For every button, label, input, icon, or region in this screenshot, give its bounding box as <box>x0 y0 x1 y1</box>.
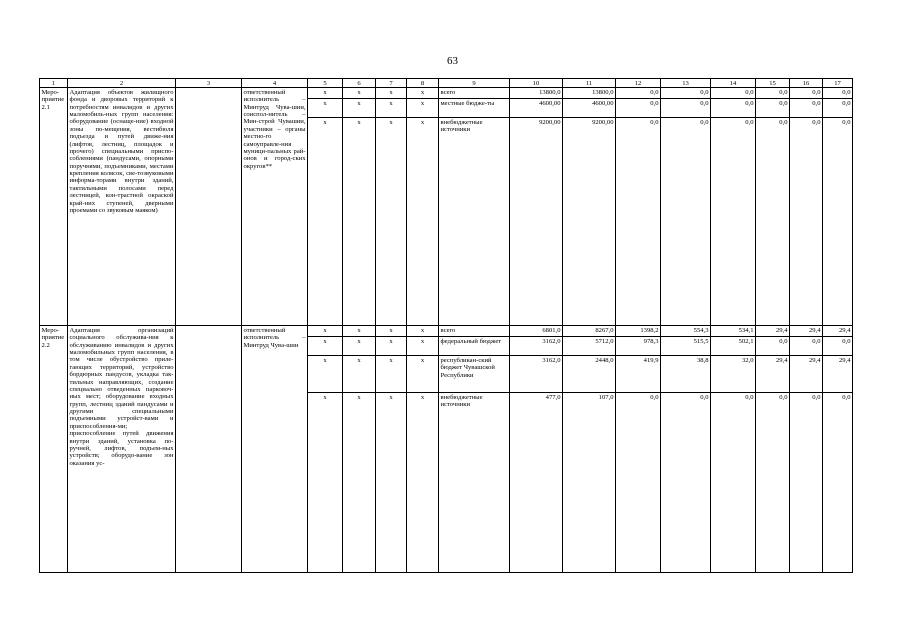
cell: 0,0 <box>661 393 711 573</box>
cell: x <box>343 326 376 337</box>
col-header: 5 <box>308 79 343 88</box>
cell: 0,0 <box>790 337 823 356</box>
cell: x <box>343 118 376 326</box>
col-header: 13 <box>661 79 711 88</box>
cell: 0,0 <box>661 99 711 118</box>
cell: 0,0 <box>756 337 790 356</box>
cell: 0,0 <box>756 118 790 326</box>
cell: x <box>308 393 343 573</box>
col-header: 2 <box>68 79 176 88</box>
col-header: 8 <box>407 79 439 88</box>
cell: x <box>407 337 439 356</box>
cell: 3162,0 <box>510 356 563 393</box>
cell: 4600,00 <box>510 99 563 118</box>
cell: x <box>343 356 376 393</box>
cell: 0,0 <box>711 99 756 118</box>
cell: x <box>376 326 407 337</box>
col-header: 10 <box>510 79 563 88</box>
cell: x <box>376 118 407 326</box>
cell: 0,0 <box>790 393 823 573</box>
cell: 32,0 <box>711 356 756 393</box>
cell: 13800,0 <box>563 88 616 99</box>
cell: 0,0 <box>661 88 711 99</box>
cell: x <box>407 99 439 118</box>
cell: 419,9 <box>616 356 661 393</box>
cell: 13800,0 <box>510 88 563 99</box>
cell: x <box>407 326 439 337</box>
funding-source: всего <box>439 326 510 337</box>
page-number: 63 <box>447 55 458 67</box>
activity-col3 <box>176 88 242 326</box>
cell: 515,5 <box>661 337 711 356</box>
col-header: 12 <box>616 79 661 88</box>
activity-col3 <box>176 326 242 573</box>
col-header: 1 <box>40 79 68 88</box>
column-number-header <box>40 79 853 88</box>
cell: x <box>376 337 407 356</box>
cell: x <box>343 88 376 99</box>
activity-id: Меро- приятие 2.2 <box>40 326 68 573</box>
cell: 29,4 <box>756 356 790 393</box>
col-header: 11 <box>563 79 616 88</box>
cell: 0,0 <box>756 88 790 99</box>
cell: 0,0 <box>616 393 661 573</box>
funding-source: внебюджетные источники <box>439 118 510 326</box>
cell: 9200,00 <box>563 118 616 326</box>
cell: 0,0 <box>823 88 853 99</box>
cell: 3162,0 <box>510 337 563 356</box>
cell: x <box>308 118 343 326</box>
funding-source: местные бюдже-ты <box>439 99 510 118</box>
cell: x <box>376 88 407 99</box>
activity-description-cell <box>68 326 176 573</box>
activity-description-cell <box>68 88 176 326</box>
col-header: 6 <box>343 79 376 88</box>
activity-description: Адаптация объектов жилищного фонда и дворовых территорий к потребностям инвалидов и других маломобиль-ных групп населения: оборудование (оснаще-ние) входной зоны по-мещения, вестибюля подъезда и путей движе-ния (лифтов, лестниц, площадок и прочего) специальными приспо-соблениями (пандусами, опорными поручнями, подъемниками, местами крепления колясок, све-тозвуковыми информа-торами внутри зданий, тактильными полосами перед лестницей, кон-трастной окраской край-них ступеней, дверными проемами со звуковым маяком) <box>69 88 174 214</box>
funding-source: федеральный бюджет <box>439 337 510 356</box>
cell: 1398,2 <box>616 326 661 337</box>
cell: 477,0 <box>510 393 563 573</box>
col-header: 7 <box>376 79 407 88</box>
cell: x <box>407 393 439 573</box>
table-row <box>40 326 853 337</box>
cell: x <box>407 88 439 99</box>
cell: 5712,0 <box>563 337 616 356</box>
cell: 0,0 <box>823 337 853 356</box>
cell: 29,4 <box>756 326 790 337</box>
cell: 0,0 <box>790 99 823 118</box>
cell: 0,0 <box>711 88 756 99</box>
cell: 0,0 <box>823 99 853 118</box>
cell: 534,1 <box>711 326 756 337</box>
cell: 0,0 <box>661 118 711 326</box>
cell: 0,0 <box>823 393 853 573</box>
cell: 6801,0 <box>510 326 563 337</box>
cell: 554,3 <box>661 326 711 337</box>
cell: 978,3 <box>616 337 661 356</box>
funding-source: внебюджетные источники <box>439 393 510 573</box>
cell: 2448,0 <box>563 356 616 393</box>
cell: x <box>376 393 407 573</box>
cell: x <box>308 337 343 356</box>
col-header: 4 <box>242 79 308 88</box>
cell: 0,0 <box>616 118 661 326</box>
col-header: 3 <box>176 79 242 88</box>
cell: 107,0 <box>563 393 616 573</box>
cell: 0,0 <box>616 99 661 118</box>
cell: 9200,00 <box>510 118 563 326</box>
cell: x <box>343 99 376 118</box>
activity-executor: ответственный исполнитель – Минтруд Чува-шии, соиспол-нитель – Мин-строй Чувашии, участники – органы местно-го самоуправле-ния муници-пальных рай-онов и город-ских округов** <box>242 88 308 326</box>
cell: x <box>376 356 407 393</box>
cell: 8267,0 <box>563 326 616 337</box>
cell: x <box>407 356 439 393</box>
cell: x <box>308 326 343 337</box>
col-header: 16 <box>790 79 823 88</box>
cell: 4600,00 <box>563 99 616 118</box>
program-activities-table <box>39 78 853 573</box>
cell: 0,0 <box>616 88 661 99</box>
col-header: 14 <box>711 79 756 88</box>
cell: x <box>343 393 376 573</box>
cell: x <box>407 118 439 326</box>
cell: 0,0 <box>711 393 756 573</box>
cell: 38,8 <box>661 356 711 393</box>
cell: 29,4 <box>823 356 853 393</box>
cell: x <box>308 88 343 99</box>
funding-source: всего <box>439 88 510 99</box>
cell: 0,0 <box>823 118 853 326</box>
col-header: 17 <box>823 79 853 88</box>
cell: 502,1 <box>711 337 756 356</box>
cell: x <box>308 356 343 393</box>
cell: 0,0 <box>711 118 756 326</box>
activity-description: Адаптация организаций социального обслужива-ния к обслуживанию инвалидов и других маломобильных групп населения, в том числе обустройство приле-гающих территорий, устройство бордюрных пандусов, укладка так-тильных направляющих, создание специально отведенных парковоч-ных мест; оборудование входных групп, лестниц зданий пандусами и другими специальными подъемными устройст-вами и приспособления-ми; приспособление путей движения внутри зданий, установка по-ручней, лифтов, подъем-ных устройств; оборудо-вание зон оказания ус- <box>69 326 174 467</box>
cell: x <box>376 99 407 118</box>
table-row <box>40 88 853 99</box>
cell: 0,0 <box>790 118 823 326</box>
activity-id: Меро- приятие 2.1 <box>40 88 68 326</box>
funding-source: республикан-ский бюджет Чувашской Республики <box>439 356 510 393</box>
cell: 0,0 <box>790 88 823 99</box>
cell: 0,0 <box>756 99 790 118</box>
cell: x <box>343 337 376 356</box>
cell: 29,4 <box>790 326 823 337</box>
cell: 29,4 <box>823 326 853 337</box>
cell: 0,0 <box>756 393 790 573</box>
cell: x <box>308 99 343 118</box>
cell: 29,4 <box>790 356 823 393</box>
activity-executor: ответственный исполнитель – Минтруд Чува-шии <box>242 326 308 573</box>
col-header: 15 <box>756 79 790 88</box>
col-header: 9 <box>439 79 510 88</box>
